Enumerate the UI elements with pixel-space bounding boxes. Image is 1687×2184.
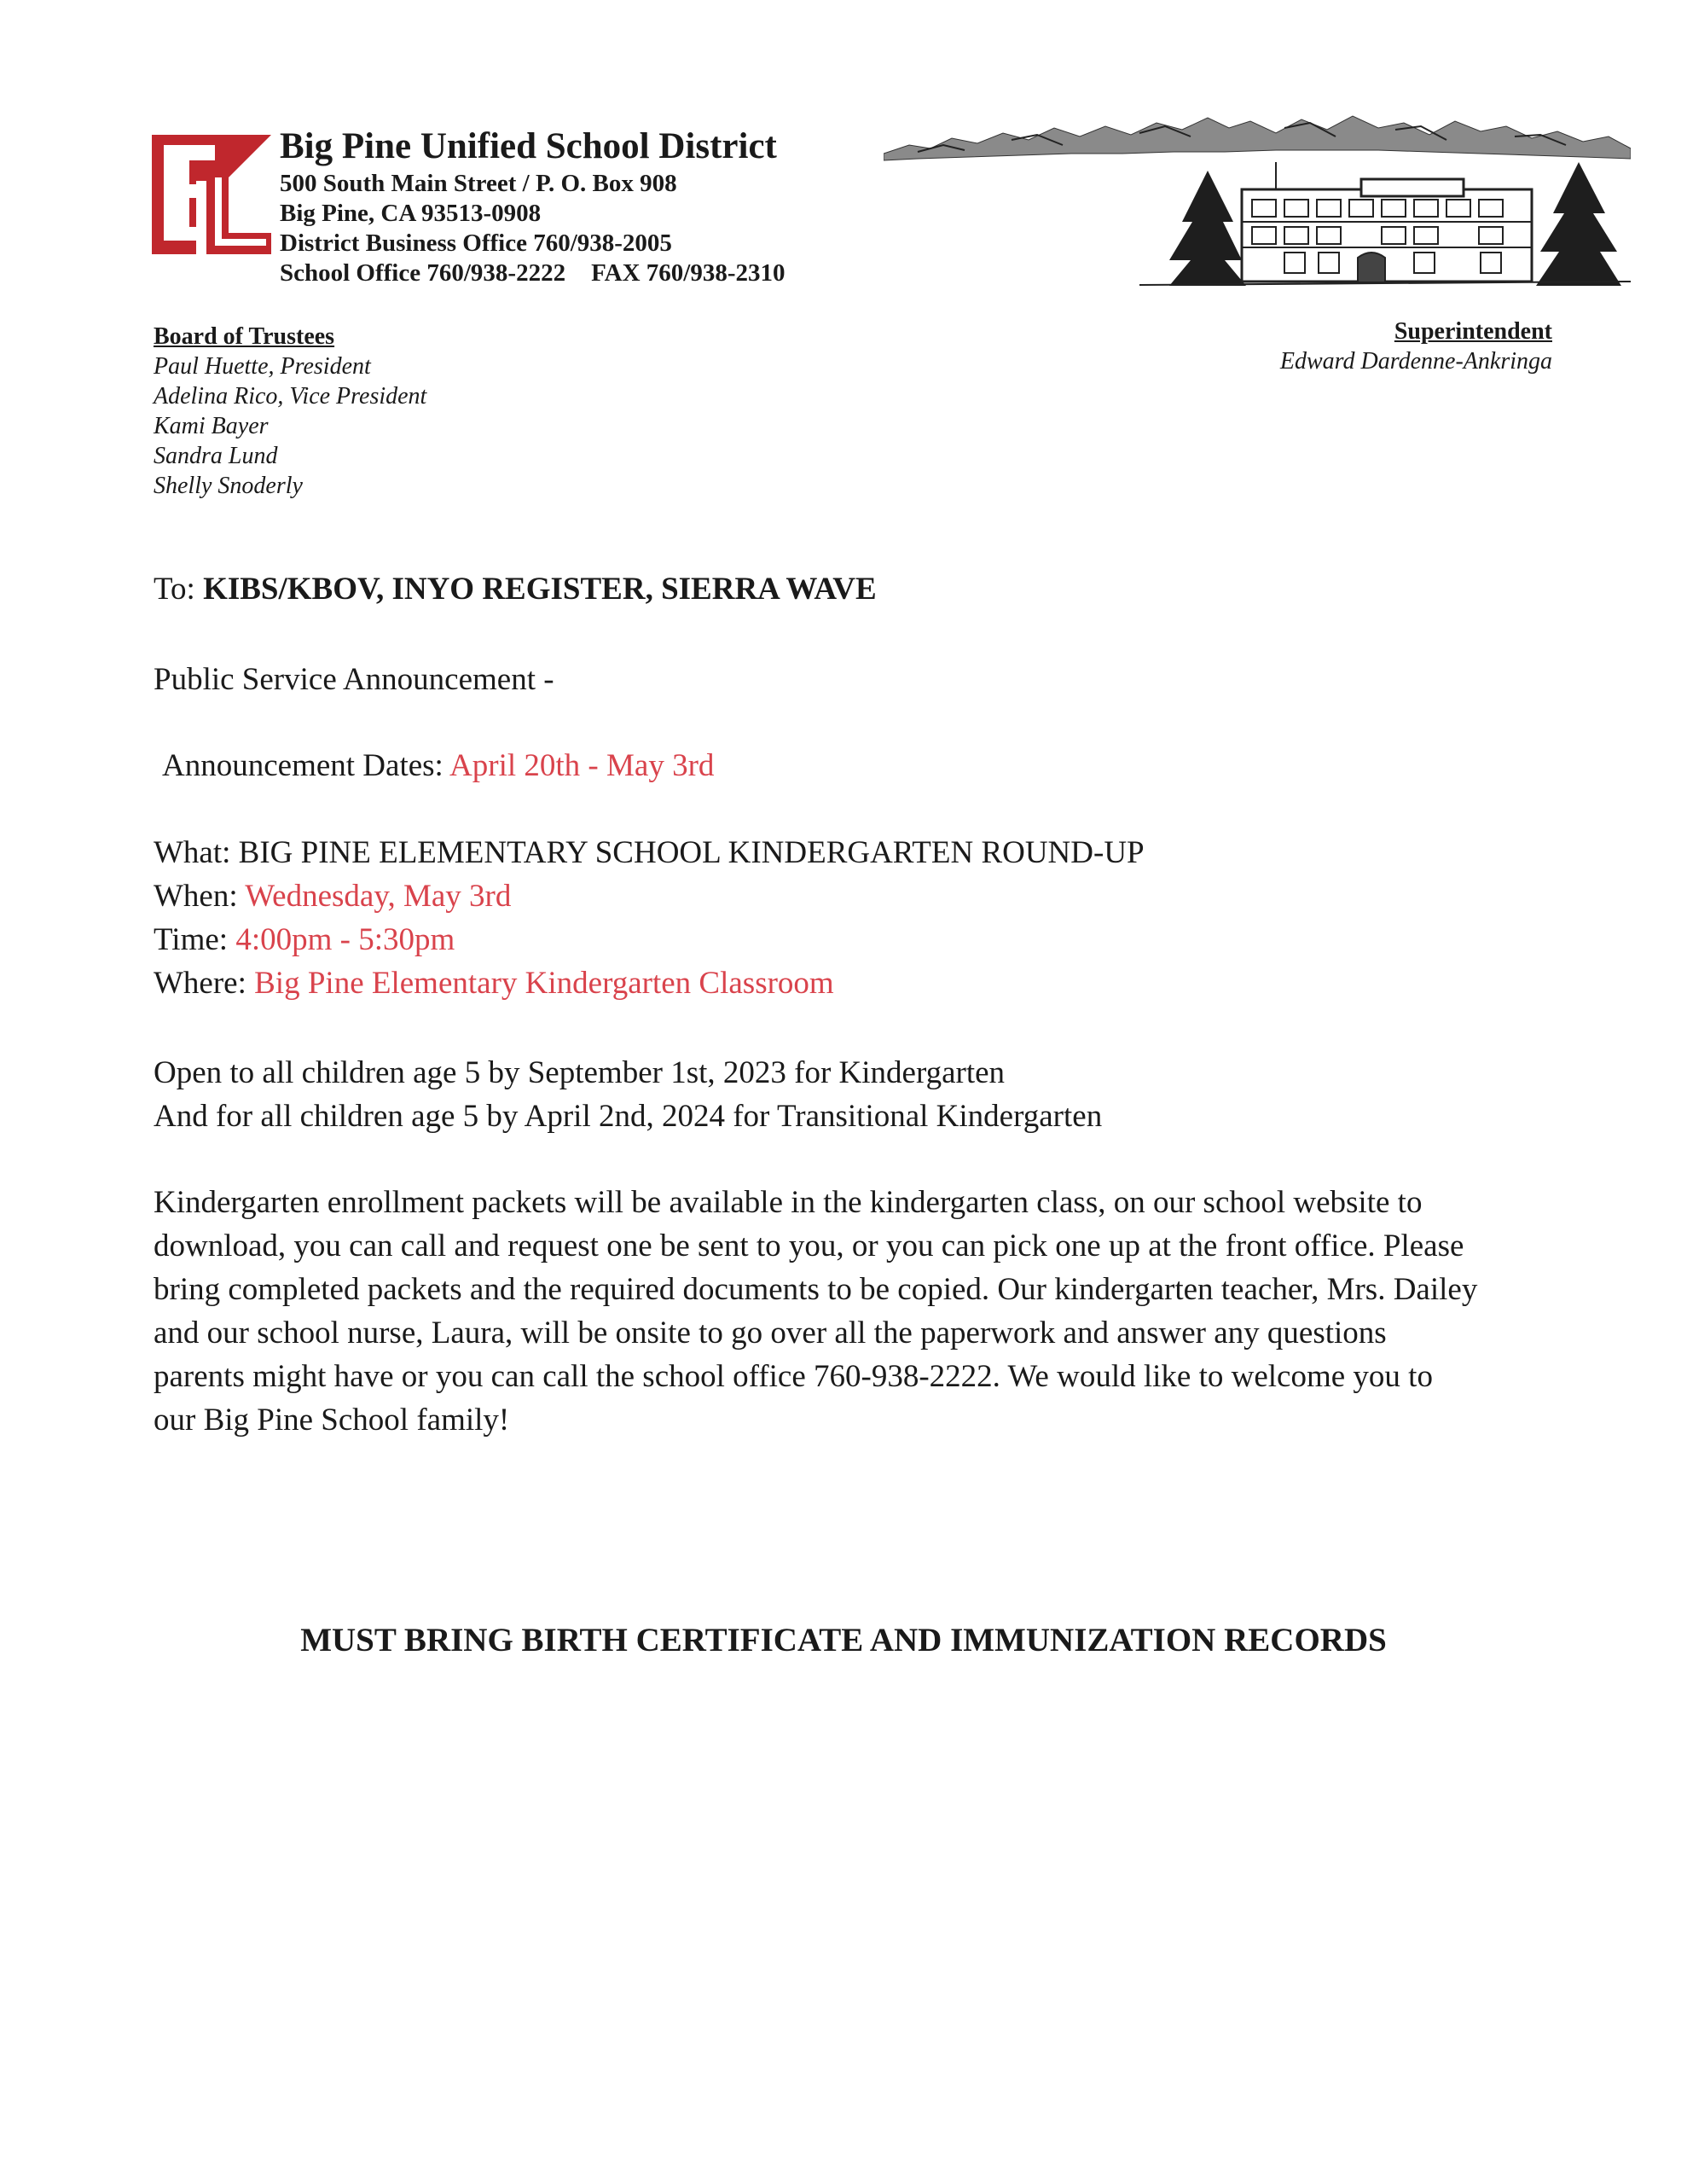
district-name: Big Pine Unified School District	[280, 126, 777, 166]
paragraph-line: Kindergarten enrollment packets will be available in the kindergarten class, on our school website to	[154, 1185, 1423, 1220]
to-label: To:	[154, 572, 195, 607]
paragraph-line: our Big Pine School family!	[154, 1403, 510, 1438]
what-value: BIG PINE ELEMENTARY SCHOOL KINDERGARTEN ROUND-UP	[238, 835, 1145, 870]
paragraph-line: download, you can call and request one be sent to you, or you can pick one up at the front office. Please	[154, 1228, 1464, 1263]
paragraph-line: bring completed packets and the required documents to be copied. Our kindergarten teacher, Mrs. Dailey	[154, 1272, 1478, 1307]
eligibility-transitional: And for all children age 5 by April 2nd, 2024 for Transitional Kindergarten	[154, 1099, 1103, 1134]
school-office-line	[280, 258, 877, 288]
eligibility	[154, 1051, 1102, 1138]
trustee-name: Adelina Rico, Vice President	[154, 383, 427, 410]
what-line	[154, 831, 1145, 874]
when-value: Wednesday, May 3rd	[245, 879, 512, 914]
recipients: KIBS/KBOV, INYO REGISTER, SIERRA WAVE	[203, 572, 877, 607]
paragraph-line: and our school nurse, Laura, will be onsite to go over all the paperwork and answer any questions	[154, 1316, 1387, 1350]
district-logo-icon	[152, 135, 271, 254]
superintendent-heading: Superintendent	[1394, 318, 1552, 345]
recipient-line	[154, 567, 877, 611]
address-line-2: Big Pine, CA 93513-0908	[280, 200, 542, 227]
time-line	[154, 918, 1145, 961]
where-line	[154, 961, 1145, 1005]
fax-number: FAX 760/938-2310	[591, 259, 786, 287]
time-value: 4:00pm - 5:30pm	[235, 922, 455, 957]
board-of-trustees	[154, 322, 426, 501]
where-value: Big Pine Elementary Kindergarten Classroom	[254, 966, 834, 1001]
announcement-dates	[162, 744, 714, 787]
address-line-1: 500 South Main Street / P. O. Box 908	[280, 170, 677, 197]
where-label: Where:	[154, 966, 246, 1001]
school-office-phone: School Office 760/938-2222	[280, 259, 566, 287]
when-label: When:	[154, 879, 238, 914]
dates-value: April 20th - May 3rd	[449, 748, 715, 783]
what-label: What:	[154, 835, 231, 870]
when-line	[154, 874, 1145, 918]
must-bring-notice: MUST BRING BIRTH CERTIFICATE AND IMMUNIZATION RECORDS	[300, 1622, 1387, 1658]
trustees-heading: Board of Trustees	[154, 323, 335, 350]
district-info	[280, 125, 877, 288]
school-building-illustration	[884, 111, 1631, 290]
trustee-name: Paul Huette, President	[154, 353, 371, 380]
paragraph-line: parents might have or you can call the school office 760-938-2222. We would like to welcome you to	[154, 1359, 1433, 1394]
superintendent-name: Edward Dardenne-Ankringa	[1279, 348, 1552, 375]
business-office-line: District Business Office 760/938-2005	[280, 229, 672, 257]
superintendent-block	[1280, 317, 1552, 376]
enrollment-paragraph	[154, 1181, 1569, 1442]
psa-heading: Public Service Announcement -	[154, 662, 554, 697]
event-details	[154, 831, 1145, 1005]
dates-label: Announcement Dates:	[162, 748, 443, 783]
eligibility-kindergarten: Open to all children age 5 by September 1st, 2023 for Kindergarten	[154, 1055, 1006, 1090]
trustee-name: Sandra Lund	[154, 443, 278, 469]
trustee-name: Shelly Snoderly	[154, 473, 303, 499]
trustee-name: Kami Bayer	[154, 413, 269, 439]
time-label: Time:	[154, 922, 229, 957]
